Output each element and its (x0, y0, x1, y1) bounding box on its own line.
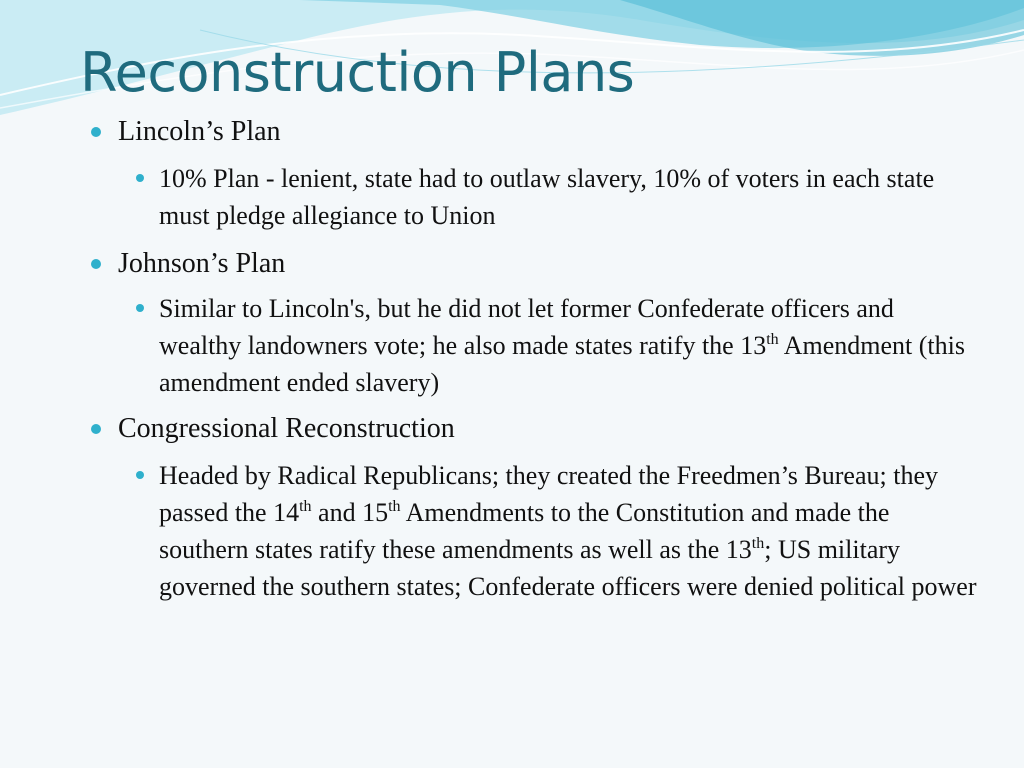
bullet-dot-icon (136, 174, 144, 182)
sub-bullet-text: Similar to Lincoln's, but he did not let former Confederate officers and wealthy landowners vote; he also made states ratify the 13 (159, 294, 894, 360)
superscript: th (751, 535, 765, 552)
slide-content (0, 114, 1024, 605)
bullet-dot-icon (91, 127, 101, 137)
superscript: th (388, 498, 401, 515)
bullet-lincolns-plan (118, 114, 998, 150)
superscript: th (299, 498, 312, 515)
bullet-dot-icon (91, 259, 101, 269)
sub-bullet-text: 10% Plan - lenient, state had to outlaw slavery, 10% of voters in each state must pledge allegiance to Union (159, 164, 935, 230)
superscript: th (766, 331, 779, 348)
sub-bullet-congressional-detail (159, 457, 979, 605)
bullet-heading: Congressional Reconstruction (118, 413, 455, 444)
sub-bullet-text: Amendment (this amendment ended slavery) (159, 331, 965, 397)
bullet-johnsons-plan (118, 246, 998, 282)
sub-bullet-text: Headed by Radical Republicans; they created the Freedmen’s Bureau; they passed the 14 (159, 461, 938, 527)
sub-bullet-text: ; US military governed the southern states; Confederate officers were denied political power (159, 535, 977, 601)
bullet-dot-icon (91, 424, 101, 434)
bullet-congressional-reconstruction (118, 411, 998, 447)
sub-bullet-lincolns-plan-detail (159, 160, 979, 234)
bullet-heading: Lincoln’s Plan (118, 116, 281, 147)
sub-bullet-text: Amendments to the Constitution and made the southern states ratify these amendments as well as the 13 (159, 498, 890, 564)
bullet-dot-icon (136, 471, 144, 479)
bullet-dot-icon (136, 304, 144, 312)
sub-bullet-text: and 15 (311, 498, 389, 527)
sub-bullet-johnsons-plan-detail (159, 290, 979, 401)
bullet-heading: Johnson’s Plan (118, 248, 286, 279)
slide-title: Reconstruction Plans (80, 41, 635, 104)
